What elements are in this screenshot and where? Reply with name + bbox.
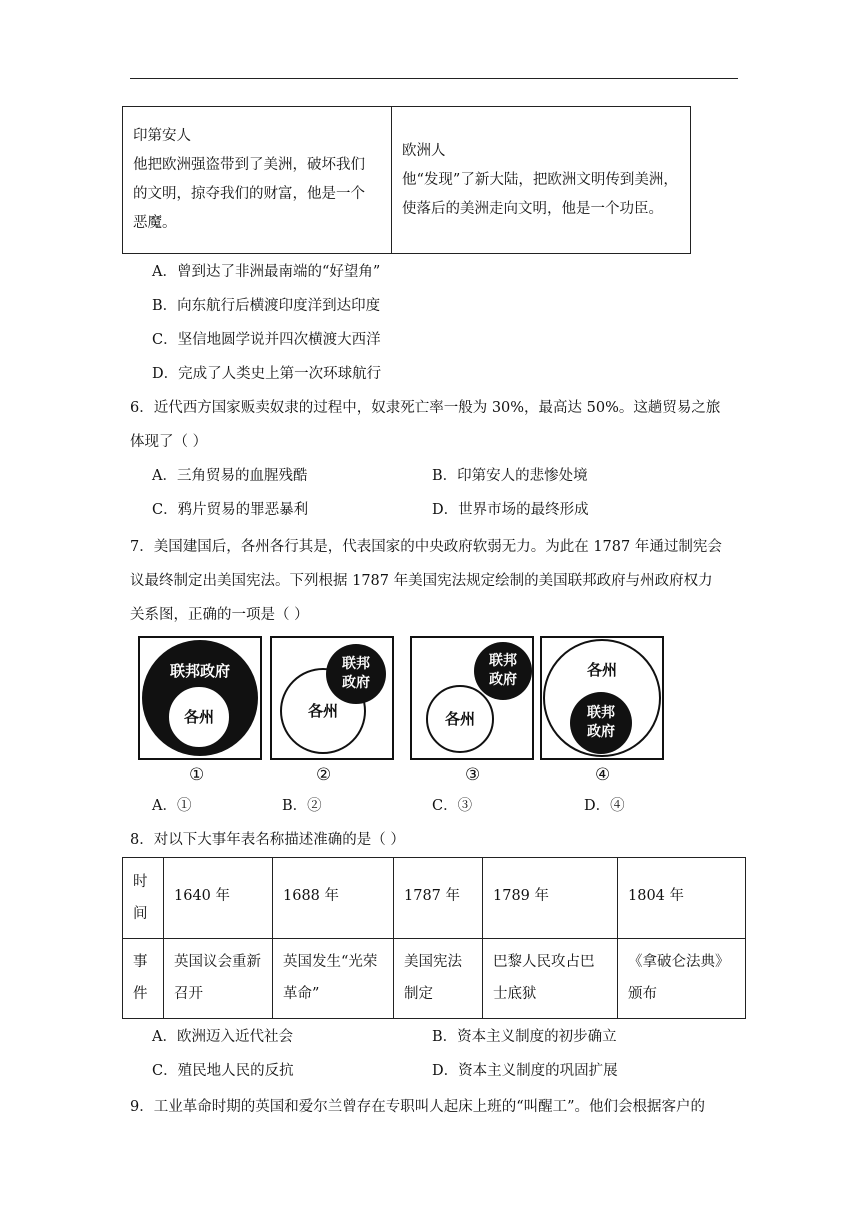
left-text-line: 恶魔。	[133, 215, 177, 231]
events-timeline-table	[122, 857, 746, 1019]
right-text-line: 他“发现”了新大陆，把欧洲文明传到美洲，	[402, 171, 678, 188]
row-header-event	[123, 938, 164, 1019]
states-circle-1	[167, 685, 231, 749]
event-line: 巴黎人民攻占巴	[493, 954, 595, 971]
left-text-line: 的文明，掠夺我们的财富，他是一个	[133, 186, 365, 202]
quote-cell-left	[123, 107, 392, 254]
year-cell: 1787 年	[394, 858, 483, 939]
event-line: 颁布	[628, 986, 657, 1003]
diagram-4[interactable]	[540, 636, 664, 760]
federal-label-line: 联邦	[342, 656, 370, 672]
year-cell: 1804 年	[618, 858, 746, 939]
q7-option-c[interactable]: C．③	[432, 798, 473, 814]
federal-label: 联邦政府	[169, 662, 230, 680]
q8-option-d[interactable]: D．资本主义制度的巩固扩展	[432, 1063, 618, 1079]
header-char: 件	[133, 986, 148, 1003]
header-rule	[130, 78, 738, 79]
federal-label-line: 联邦	[587, 705, 615, 721]
q7-stem-line: 关系图，正确的一项是（ ）	[130, 607, 309, 623]
federal-label-line: 政府	[587, 724, 615, 740]
diagram-label-3: ③	[465, 765, 481, 785]
q8-stem: 8．对以下大事年表名称描述准确的是（ ）	[130, 832, 405, 848]
event-line: 英国发生“光荣	[283, 954, 378, 971]
year-cell: 1789 年	[483, 858, 618, 939]
row-header-time	[123, 858, 164, 939]
q8-option-c[interactable]: C．殖民地人民的反抗	[152, 1063, 294, 1079]
q6-stem-line: 体现了（ ）	[130, 434, 208, 450]
federal-label-line: 政府	[489, 672, 517, 688]
header-char: 时	[133, 873, 148, 890]
q5-option-a[interactable]: A．曾到达了非洲最南端的“好望角”	[152, 264, 381, 280]
left-text-line: 他把欧洲强盗带到了美洲，破坏我们	[133, 157, 365, 173]
q7-stem-line: 议最终制定出美国宪法。下列根据 1787 年美国宪法规定绘制的美国联邦政府与州政府权力	[130, 573, 713, 589]
diagram-label-1: ①	[189, 765, 205, 785]
states-label: 各州	[444, 710, 475, 728]
q6-stem-line: 6．近代西方国家贩卖奴隶的过程中，奴隶死亡率一般为 30%，最高达 50%。这趟贸易之旅	[130, 400, 721, 416]
header-char: 事	[133, 954, 148, 971]
states-circle-3	[426, 685, 494, 753]
event-cell	[273, 938, 394, 1019]
diagram-label-4: ④	[595, 765, 611, 785]
event-line: 士底狱	[493, 986, 537, 1003]
diagram-3[interactable]	[410, 636, 534, 760]
event-line: 制定	[404, 986, 433, 1003]
federal-circle-3	[474, 642, 532, 700]
event-cell	[618, 938, 746, 1019]
year-cell: 1640 年	[164, 858, 273, 939]
federal-label-line: 联邦	[489, 653, 517, 669]
q7-stem-line: 7．美国建国后，各州各行其是，代表国家的中央政府软弱无力。为此在 1787 年通过制宪会	[130, 539, 722, 555]
right-text-line: 使落后的美洲走向文明，他是一个功臣。	[402, 200, 663, 217]
federal-circle-4	[570, 692, 632, 754]
event-line: 召开	[174, 986, 203, 1003]
states-label: 各州	[183, 708, 214, 726]
diagram-2[interactable]	[270, 636, 394, 760]
event-cell	[164, 938, 273, 1019]
q5-option-d[interactable]: D．完成了人类史上第一次环球航行	[152, 366, 382, 382]
event-line: 英国议会重新	[174, 954, 261, 971]
event-cell	[483, 938, 618, 1019]
event-line: 美国宪法	[404, 954, 462, 971]
power-relationship-diagrams	[138, 636, 678, 761]
year-cell: 1688 年	[273, 858, 394, 939]
diagram-1[interactable]	[138, 636, 262, 760]
states-label: 各州	[307, 702, 338, 720]
q7-option-b[interactable]: B．②	[282, 798, 322, 814]
q5-option-b[interactable]: B．向东航行后横渡印度洋到达印度	[152, 298, 381, 314]
q6-option-c[interactable]: C．鸦片贸易的罪恶暴利	[152, 502, 309, 518]
diagram-label-2: ②	[316, 765, 332, 785]
event-cell	[394, 938, 483, 1019]
q8-option-b[interactable]: B．资本主义制度的初步确立	[432, 1029, 617, 1045]
right-speaker: 欧洲人	[402, 142, 446, 159]
left-speaker: 印第安人	[133, 128, 191, 144]
q7-option-a[interactable]: A．①	[152, 798, 192, 814]
q6-option-b[interactable]: B．印第安人的悲惨处境	[432, 468, 588, 484]
quote-cell-right	[392, 107, 691, 254]
quote-table	[122, 106, 691, 254]
q9-stem: 9．工业革命时期的英国和爱尔兰曾存在专职叫人起床上班的“叫醒工”。他们会根据客户的	[130, 1099, 706, 1115]
q8-option-a[interactable]: A．欧洲迈入近代社会	[152, 1029, 293, 1045]
header-char: 间	[133, 905, 148, 922]
federal-circle-2	[326, 644, 386, 704]
event-line: 《拿破仑法典》	[628, 954, 730, 971]
federal-label-line: 政府	[342, 675, 370, 691]
q5-option-c[interactable]: C．坚信地圆学说并四次横渡大西洋	[152, 332, 381, 348]
q6-option-d[interactable]: D．世界市场的最终形成	[432, 502, 589, 518]
states-label: 各州	[586, 661, 617, 679]
q6-option-a[interactable]: A．三角贸易的血腥残酷	[152, 468, 308, 484]
event-line: 革命”	[283, 986, 320, 1003]
q7-option-d[interactable]: D．④	[584, 798, 625, 814]
